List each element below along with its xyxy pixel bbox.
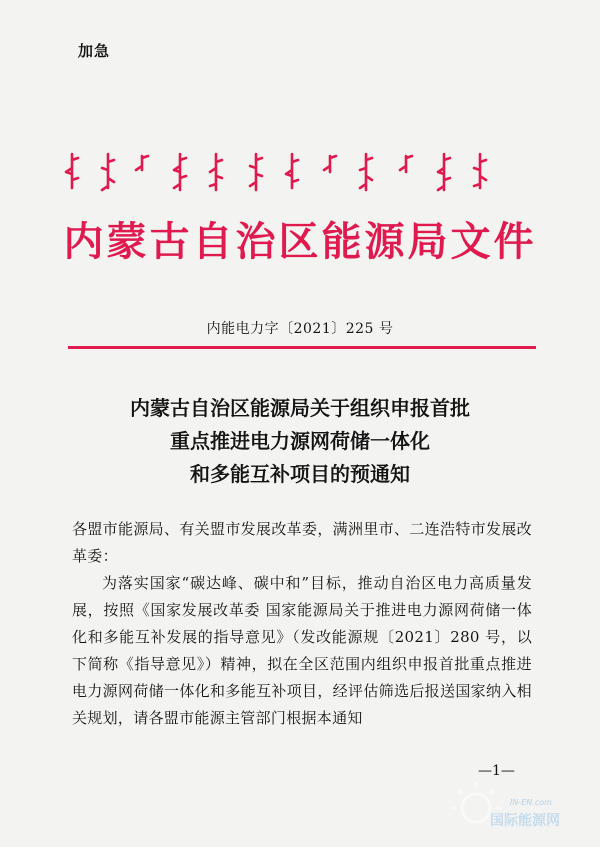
mongolian-script-title	[60, 148, 540, 196]
letterhead-title: 内蒙古自治区能源局文件	[63, 218, 537, 265]
document-number: 内能电力字〔2021〕225 号	[206, 321, 394, 337]
title-line-2: 重点推进电力源网荷储一体化	[170, 429, 430, 453]
urgency-label: 加急	[78, 42, 111, 60]
page-number: —1—	[478, 763, 515, 779]
red-divider-line	[68, 346, 536, 349]
body-paragraph: 为落实国家“碳达峰、碳中和”目标，推动自治区电力高质量发展，按照《国家发展改革委 国家能源局关于推进电力源网荷储一体化和多能互补发展的指导意见》（发改能源规〔2021〕280 号，以下简称《指导意见》）精神，拟在全区范围内组织申报首批重点推进电力源网荷储一体化和多能互补项目，经评估筛选后报送国家纳入相关规划，请各盟市能源主管部门根据本通知	[72, 574, 532, 727]
document-title	[0, 392, 600, 491]
watermark-chinese: 国际能源网	[490, 813, 560, 829]
watermark-english: IN-EN.com	[510, 798, 552, 807]
recipients-line: 各盟市能源局、有关盟市发展改革委，满洲里市、二连浩特市发展改革委：	[72, 520, 532, 565]
document-body	[72, 516, 532, 732]
site-watermark	[440, 770, 590, 840]
title-line-3: 和多能互补项目的预通知	[190, 462, 410, 486]
title-line-1: 内蒙古自治区能源局关于组织申报首批	[130, 396, 470, 420]
